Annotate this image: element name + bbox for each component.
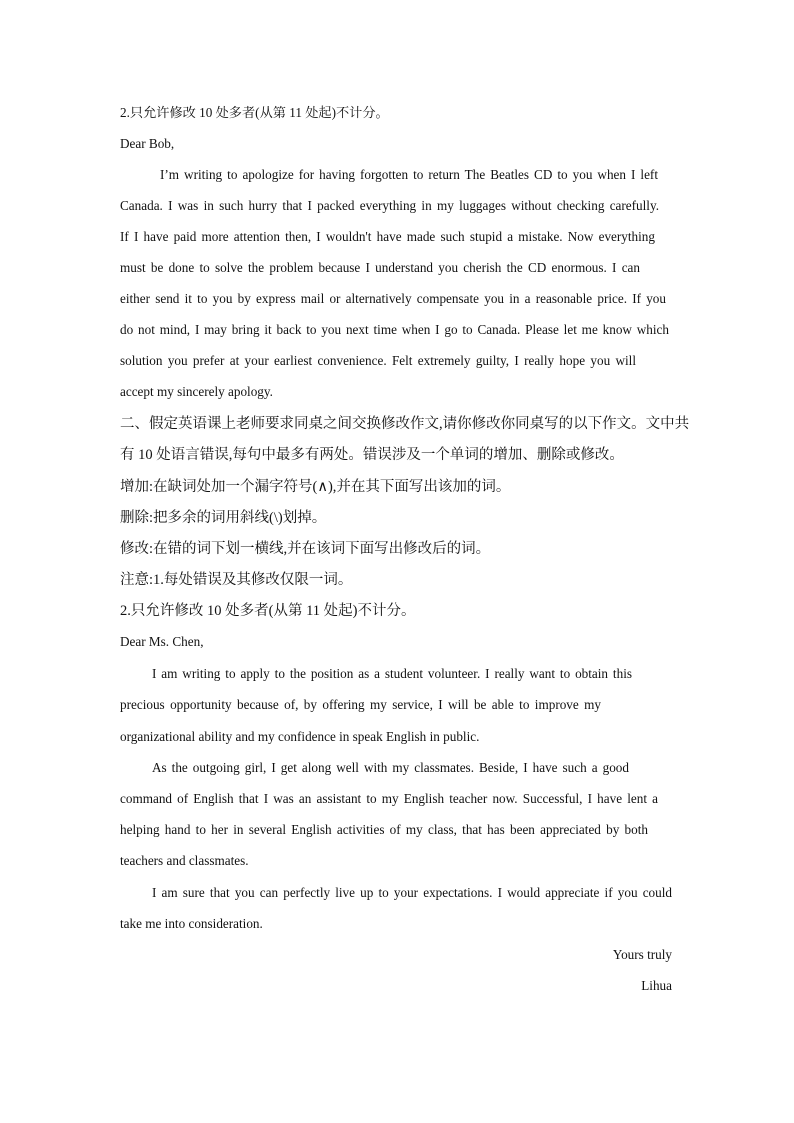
instruction-line-6: 注意:1.每处错误及其修改仅限一词。: [120, 572, 353, 588]
instruction-line-4: 删除:把多余的词用斜线(\)划掉。: [120, 510, 327, 526]
letter2-line-6: helping hand to her in several English activities of my class, that has been appreciated by both: [120, 822, 648, 837]
letter2-line-2: precious opportunity because of, by offering my service, I will be able to improve my: [120, 697, 601, 712]
letter2-line-1: I am writing to apply to the position as a student volunteer. I really want to obtain this: [152, 666, 632, 681]
instruction-line-5: 修改:在错的词下划一横线,并在该词下面写出修改后的词。: [120, 541, 491, 557]
rule-note: 2.只允许修改 10 处多者(从第 11 处起)不计分。: [120, 105, 389, 120]
signature: Lihua: [641, 978, 672, 993]
instruction-line-3: 增加:在缺词处加一个漏字符号(∧),并在其下面写出该加的词。: [120, 479, 511, 495]
closing: Yours truly: [612, 947, 672, 962]
letter2-line-7: teachers and classmates.: [120, 853, 249, 868]
instruction-line-2: 有 10 处语言错误,每句中最多有两处。错误涉及一个单词的增加、删除或修改。: [120, 447, 624, 463]
salutation-ms-chen: Dear Ms. Chen,: [120, 634, 204, 649]
letter1-line-1: I’m writing to apologize for having forgotten to return The Beatles CD to you when I left: [160, 167, 658, 182]
letter1-line-3: If I have paid more attention then, I wouldn't have made such stupid a mistake. Now everything: [120, 229, 655, 244]
letter1-line-4: must be done to solve the problem because I understand you cherish the CD enormous. I can: [120, 260, 640, 275]
letter2-line-4: As the outgoing girl, I get along well with my classmates. Beside, I have such a good: [152, 760, 629, 775]
letter1-line-2: Canada. I was in such hurry that I packed everything in my luggages without checking carefully.: [120, 198, 659, 213]
letter1-line-7: solution you prefer at your earliest convenience. Felt extremely guilty, I really hope you will: [120, 353, 636, 368]
letter1-line-6: do not mind, I may bring it back to you next time when I go to Canada. Please let me know which: [120, 322, 669, 337]
instruction-line-7: 2.只允许修改 10 处多者(从第 11 处起)不计分。: [120, 603, 416, 619]
salutation-bob: Dear Bob,: [120, 136, 175, 151]
letter2-line-3: organizational ability and my confidence in speak English in public.: [120, 729, 480, 744]
letter2-line-9: take me into consideration.: [120, 916, 263, 931]
letter2-line-5: command of English that I was an assistant to my English teacher now. Successful, I have lent a: [120, 791, 658, 806]
letter1-line-8: accept my sincerely apology.: [120, 384, 273, 399]
letter1-line-5: either send it to you by express mail or alternatively compensate you in a reasonable price. If you: [120, 291, 666, 306]
instruction-line-1: 二、假定英语课上老师要求同桌之间交换修改作文,请你修改你同桌写的以下作文。文中共: [120, 416, 690, 432]
letter2-line-8: I am sure that you can perfectly live up to your expectations. I would appreciate if you could: [152, 885, 672, 900]
